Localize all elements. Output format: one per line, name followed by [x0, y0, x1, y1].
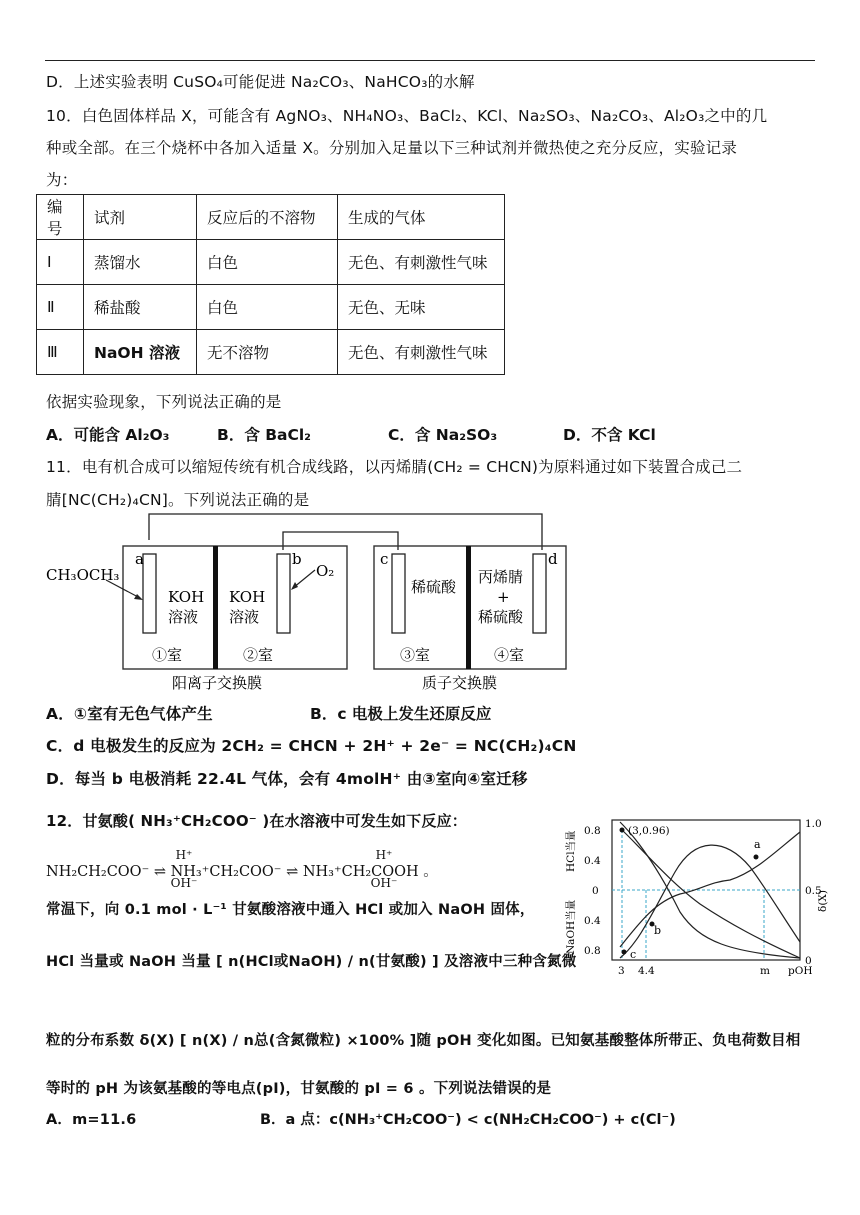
left-tick-2: 0: [592, 885, 599, 897]
table-cell: 稀盐酸: [84, 285, 197, 330]
eq-h-plus-1: H⁺: [175, 848, 193, 862]
table-cell: 白色: [197, 240, 338, 285]
q10-experiment-table: [36, 194, 505, 375]
q12-option-b: B．a 点：c(NH₃⁺CH₂COO⁻) < c(NH₂CH₂COO⁻) + c(Cl⁻): [260, 1112, 676, 1128]
q11-stem-2: 腈[NC(CH₂)₄CN]。下列说法正确的是: [46, 491, 310, 509]
glycine-distribution-graph: [560, 812, 830, 982]
electrode-a-label: a: [135, 550, 144, 568]
x-axis-label: pOH: [788, 965, 813, 977]
table-cell: 蒸馏水: [84, 240, 197, 285]
eq-oh-minus-2: OH⁻: [370, 876, 398, 890]
koh-label-1: KOH: [168, 588, 205, 606]
q11-option-c: C．d 电极发生的反应为 2CH₂ = CHCN + 2H⁺ + 2e⁻ = NC(CH₂)₄CN: [46, 737, 577, 755]
table-header-cell: 生成的气体: [338, 195, 505, 240]
table-row: [37, 285, 505, 330]
point-c-label: c: [630, 948, 637, 961]
q11-stem-1: 11．电有机合成可以缩短传统有机合成线路，以丙烯腈(CH₂ = CHCN)为原料通过如下装置合成己二: [46, 458, 743, 476]
q10-stem-2: 种或全部。在三个烧杯中各加入适量 X。分别加入足量以下三种试剂并微热使之充分反应，实验记录: [46, 139, 738, 157]
solution-label-1: 溶液: [168, 608, 199, 626]
solution-label-2: 溶液: [229, 608, 260, 626]
table-cell: 无色、无味: [338, 285, 505, 330]
room-2-label: ②室: [243, 646, 274, 664]
table-cell: Ⅰ: [37, 240, 84, 285]
q11-option-b: B．c 电极上发生还原反应: [310, 705, 492, 723]
o2-label: O₂: [316, 562, 335, 580]
eq-h-plus-2: H⁺: [375, 848, 393, 862]
q12-stem-2: 常温下，向 0.1 mol · L⁻¹ 甘氨酸溶液中通入 HCl 或加入 NaOH 固体，: [46, 902, 535, 918]
plus-label: +: [497, 588, 510, 606]
left-tick-3: 0.4: [584, 915, 601, 927]
electrode-c-label: c: [380, 550, 389, 568]
table-header-cell: 反应后的不溶物: [197, 195, 338, 240]
room-1-label: ①室: [152, 646, 183, 664]
q10-option-b: B．含 BaCl₂: [217, 426, 311, 444]
room-3-label: ③室: [400, 646, 431, 664]
q12-stem-4: 粒的分布系数 δ(X) [ n(X) / n总(含氮微粒) ×100% ]随 pOH 变化如图。已知氨基酸整体所带正、负电荷数目相: [46, 1033, 801, 1049]
table-cell: 白色: [197, 285, 338, 330]
table-cell: 无色、有刺激性气味: [338, 330, 505, 375]
left-tick-1: 0.4: [584, 855, 601, 867]
koh-label-2: KOH: [229, 588, 266, 606]
x-tick-0: 3: [618, 965, 625, 977]
point-a-label: a: [754, 838, 761, 851]
q12-stem-5: 等时的 pH 为该氨基酸的等电点(pI)，甘氨酸的 pI = 6 。下列说法错误的是: [46, 1081, 552, 1097]
q10-option-c: C．含 Na₂SO₃: [388, 426, 498, 444]
electrode-b-label: b: [292, 550, 302, 568]
table-cell: 无色、有刺激性气味: [338, 240, 505, 285]
ch3och3-label: CH₃OCH₃: [46, 566, 120, 584]
right-tick-1: 0.5: [805, 885, 822, 897]
q10-option-a: A．可能含 Al₂O₃: [46, 426, 170, 444]
electrolysis-apparatus: [40, 510, 570, 696]
table-cell: Ⅲ: [37, 330, 84, 375]
table-cell: Ⅱ: [37, 285, 84, 330]
electrode-d-label: d: [548, 550, 558, 568]
q11-option-d: D．每当 b 电极消耗 22.4L 气体，会有 4molH⁺ 由③室向④室迁移: [46, 770, 528, 788]
table-cell: 无不溶物: [197, 330, 338, 375]
right-tick-2: 0: [805, 955, 812, 967]
q10-stem-3: 为：: [46, 171, 78, 189]
left-top-axis-label: HCl当量: [565, 830, 577, 872]
table-header-cell: 试剂: [84, 195, 197, 240]
table-header-row: [37, 195, 505, 240]
x-tick-1: 4.4: [638, 965, 655, 977]
left-tick-4: 0.8: [584, 945, 601, 957]
q12-option-a: A．m=11.6: [46, 1112, 137, 1128]
proton-membrane-label: 质子交换膜: [422, 674, 498, 692]
q10-question: 依据实验现象，下列说法正确的是: [46, 393, 282, 411]
table-row: [37, 330, 505, 375]
q10-stem-1: 10．白色固体样品 X，可能含有 AgNO₃、NH₄NO₃、BaCl₂、KCl、Na₂SO₃、Na₂CO₃、Al₂O₃之中的几: [46, 107, 768, 125]
glycine-equilibrium: NH₂CH₂COO⁻ ⇌ NH₃⁺CH₂COO⁻ ⇌ NH₃⁺CH₂COOH 。: [46, 864, 438, 880]
point-b-label: b: [654, 924, 662, 937]
q10-option-d: D．不含 KCl: [563, 426, 656, 444]
table-cell: NaOH 溶液: [84, 330, 197, 375]
left-tick-0: 0.8: [584, 825, 601, 837]
q12-stem-1: 12．甘氨酸( NH₃⁺CH₂COO⁻ )在水溶液中可发生如下反应：: [46, 812, 467, 830]
x-tick-2: m: [760, 965, 770, 977]
room-4-label: ④室: [494, 646, 525, 664]
point-label: (3,0.96): [628, 825, 670, 837]
header-rule: [45, 60, 815, 61]
q9-option-d: D．上述实验表明 CuSO₄可能促进 Na₂CO₃、NaHCO₃的水解: [46, 73, 475, 91]
dilute-h2so4-label-2: 稀硫酸: [478, 608, 524, 626]
q11-option-a: A．①室有无色气体产生: [46, 705, 213, 723]
cation-membrane-label: 阳离子交换膜: [172, 674, 263, 692]
acrylonitrile-label: 丙烯腈: [478, 568, 524, 586]
table-header-cell: 编号: [37, 195, 84, 240]
q12-stem-3: HCl 当量或 NaOH 当量 [ n(HCl或NaOH) / n(甘氨酸) ] 及溶液中三种含氮微: [46, 954, 577, 970]
eq-oh-minus-1: OH⁻: [170, 876, 198, 890]
right-axis-label: δ(X): [817, 890, 829, 912]
table-row: [37, 240, 505, 285]
dilute-h2so4-label: 稀硫酸: [411, 578, 457, 596]
left-bottom-axis-label: NaOH当量: [565, 899, 577, 954]
right-tick-0: 1.0: [805, 818, 822, 830]
